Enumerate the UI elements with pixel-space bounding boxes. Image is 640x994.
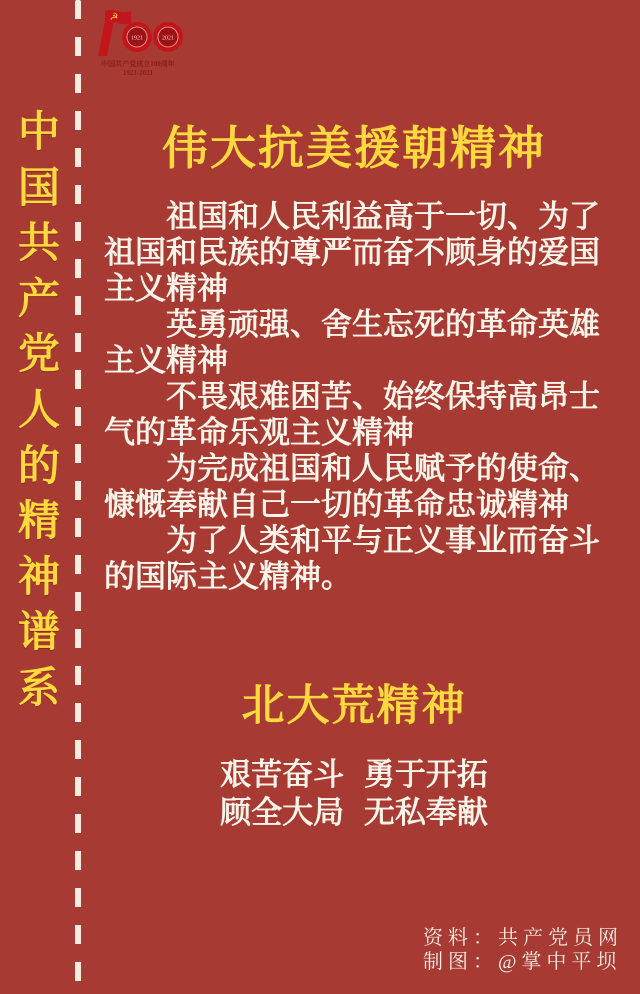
logo-caption-line1: 中国共产党成立100周年 bbox=[101, 60, 175, 68]
motto-block bbox=[86, 756, 622, 832]
logo-caption-line2: 1921-2021 bbox=[122, 69, 154, 77]
spirit-paragraph: 不畏艰难困苦、始终保持高昂士气的革命乐观主义精神 bbox=[104, 379, 600, 450]
heading-beidahuang-spirit: 北大荒精神 bbox=[241, 682, 467, 730]
logo-year-right: 2021 bbox=[162, 35, 174, 42]
spirit-paragraph: 为完成祖国和人民赋予的使命、慷慨奉献自己一切的革命忠诚精神 bbox=[104, 451, 600, 522]
source-credit: 资料：共产党员网 bbox=[423, 927, 623, 949]
logo-year-left: 1921 bbox=[131, 35, 143, 42]
heading-war-spirit: 伟大抗美援朝精神 bbox=[162, 122, 546, 174]
spirit-paragraph: 祖国和人民利益高于一切、为了祖国和民族的尊严而奋不顾身的爱国主义精神 bbox=[104, 199, 600, 306]
credits-block bbox=[423, 926, 623, 974]
motto-line: 艰苦奋斗 勇于开拓 bbox=[220, 757, 488, 792]
hammer-sickle-icon: ☭ bbox=[109, 12, 119, 23]
spirit-paragraph: 英勇顽强、舍生忘死的革命英雄主义精神 bbox=[104, 307, 600, 378]
motto-line: 顾全大局 无私奉献 bbox=[220, 795, 488, 830]
spirit-description-block bbox=[104, 199, 621, 595]
cpc-100-anniversary-logo-icon bbox=[84, 6, 184, 78]
author-credit: 制图：@掌中平坝 bbox=[423, 951, 622, 973]
vertical-title: 中 国 共 产 党 人 的 精 神 谱 系 bbox=[17, 110, 60, 712]
spirit-paragraph: 为了人类和平与正义事业而奋斗的国际主义精神。 bbox=[104, 523, 600, 594]
